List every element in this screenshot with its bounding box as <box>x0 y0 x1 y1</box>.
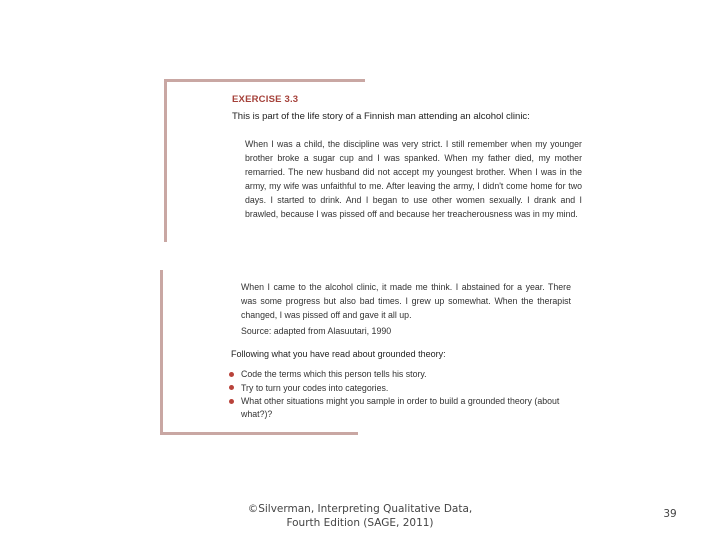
footer-citation <box>240 502 480 530</box>
list-item <box>229 368 574 381</box>
exercise-intro: This is part of the life story of a Finnish man attending an alcohol clinic: <box>232 111 530 122</box>
list-item-text: Try to turn your codes into categories. <box>241 382 389 393</box>
task-list <box>229 368 574 422</box>
bullet-icon <box>229 399 234 404</box>
list-item <box>229 382 574 395</box>
list-item-text: Code the terms which this person tells his story. <box>241 369 427 379</box>
life-story-quote-part2: When I came to the alcohol clinic, it made me think. I abstained for a year. There was some progress but also bad times. I grew up somewhat. When the therapist changed, I was pissed off and gave it all up. <box>241 282 571 320</box>
instructions-lead: Following what you have read about grounded theory: <box>231 349 446 359</box>
bullet-icon <box>229 385 234 390</box>
list-item <box>229 395 574 421</box>
page-number: 39 <box>663 508 677 520</box>
exercise-heading: EXERCISE 3.3 <box>232 94 299 105</box>
quote-source: Source: adapted from Alasuutari, 1990 <box>241 326 392 336</box>
bullet-icon <box>229 372 234 377</box>
footer-line-2: Fourth Edition (SAGE, 2011) <box>286 517 434 529</box>
life-story-quote-part1: When I was a child, the discipline was very strict. I still remember when my younger brother broke a sugar cup and I was spanked. When my father died, my mother remarried. The new husband did not accept my youngest brother. When I was in the army, my wife was unfaithful to me. After leaving the army, I didn't come home for two days. I started to drink. And I began to use other women sexually. I drank and I brawled, because I was pissed off and because her treacherousness was in my mind. <box>245 139 582 219</box>
footer-line-1: ©Silverman, Interpreting Qualitative Data, <box>247 503 473 515</box>
list-item-text: What other situations might you sample in order to build a grounded theory (about what?)? <box>241 396 560 419</box>
